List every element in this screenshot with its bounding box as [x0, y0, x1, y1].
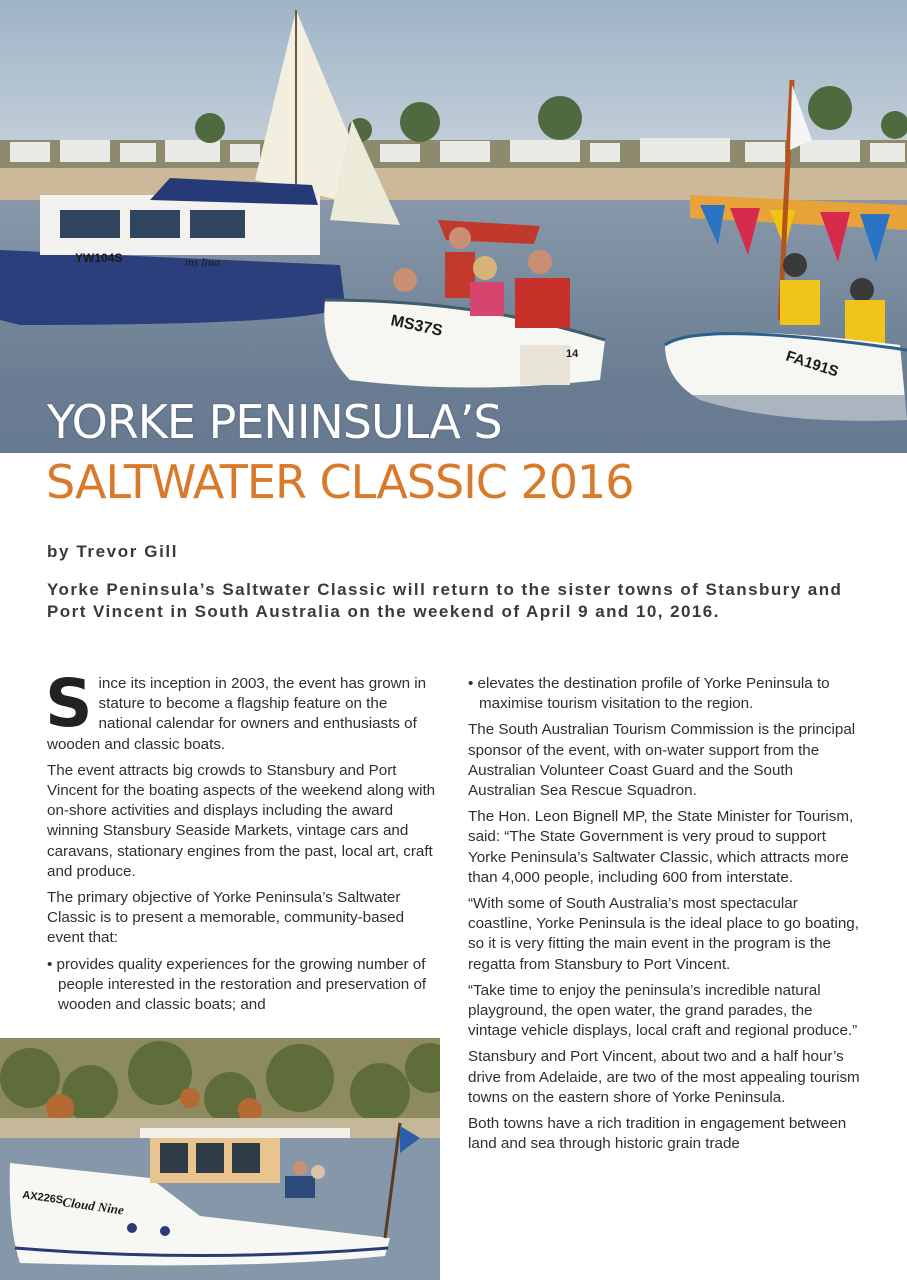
- boat-label-ms37s: MS37S: [389, 312, 445, 340]
- body-paragraph-text: ince its inception in 2003, the event has grown in stature to become a flagship feature on the national calendar for owners and enthusiasts of wooden and classic boats.: [47, 675, 427, 753]
- boat-label-cloud-nine: Cloud Nine: [61, 1194, 125, 1218]
- cloud-nine-photo: [0, 1038, 440, 1280]
- bullet-item: • elevates the destination profile of Yorke Peninsula to maximise tourism visitation to the region.: [468, 675, 830, 713]
- byline: by Trevor Gill: [47, 542, 179, 561]
- title-line-2: SALTWATER CLASSIC 2016: [46, 455, 634, 509]
- motor-launch: [0, 178, 345, 325]
- boat-label-fa191s: FA191S: [783, 347, 841, 381]
- body-paragraph: Stansbury and Port Vincent, about two and a half hour’s drive from Adelaide, are two of the most appealing tourism towns on the eastern shore of Yorke Peninsula.: [468, 1048, 860, 1106]
- launch-photo: [0, 1038, 440, 1280]
- bullet-item: • provides quality experiences for the growing number of people interested in the restoration and preservation of wooden and classic boats; and: [47, 955, 427, 1014]
- body-paragraph: Both towns have a rich tradition in engagement between land and sea through historic grain trade: [468, 1115, 847, 1153]
- body-paragraph: The South Australian Tourism Commission is the principal sponsor of the event, with on-water support from the Australian Volunteer Coast Guard and the South Australian Sea Rescue Squadron.: [468, 721, 856, 800]
- body-paragraph: The Hon. Leon Bignell MP, the State Minister for Tourism, said: “The State Government is very proud to support Yorke Peninsula’s Saltwater Classic, which attracts more than 4,000 people, including 600 from interstate.: [468, 808, 854, 886]
- boat-label-yw104s: YW104S: [75, 251, 123, 265]
- drop-cap: S: [45, 665, 93, 742]
- boat-label-ax226s: AX226S: [21, 1189, 64, 1207]
- body-paragraph: The event attracts big crowds to Stansbury and Port Vincent for the boating aspects of the weekend along with on-shore activities and displays including the award winning Stansbury Seaside Markets, vintage cars and caravans, stationary engines from the past, local art, craft and produce.: [47, 761, 436, 880]
- boat-label-ms-lina: ms lina: [185, 255, 221, 269]
- title-line-1: YORKE PENINSULA’S: [47, 395, 502, 449]
- body-paragraph: [45, 665, 439, 755]
- body-paragraph: The primary objective of Yorke Peninsula’s Saltwater Classic is to present a memorable, community-based event that:: [47, 889, 405, 947]
- intro-paragraph: Yorke Peninsula’s Saltwater Classic will return to the sister towns of Stansbury and Port Vincent in South Australia on the weekend of April 9 and 10, 2016.: [47, 580, 843, 621]
- body-paragraph: “Take time to enjoy the peninsula’s incredible natural playground, the open water, the grand parades, the vintage vehicle displays, local craft and regional produce.”: [468, 981, 858, 1040]
- left-column: [45, 665, 439, 1021]
- body-paragraph: “With some of South Australia’s most spectacular coastline, Yorke Peninsula is the ideal place to go boating, so it is very fitting the main event in the program is the regatta from Stansbury to Port Vincent.: [468, 895, 859, 973]
- boat-number-14: 14: [566, 348, 579, 360]
- right-column: [468, 674, 863, 1160]
- regatta-photo: [0, 0, 907, 453]
- hero-photo: [0, 0, 907, 453]
